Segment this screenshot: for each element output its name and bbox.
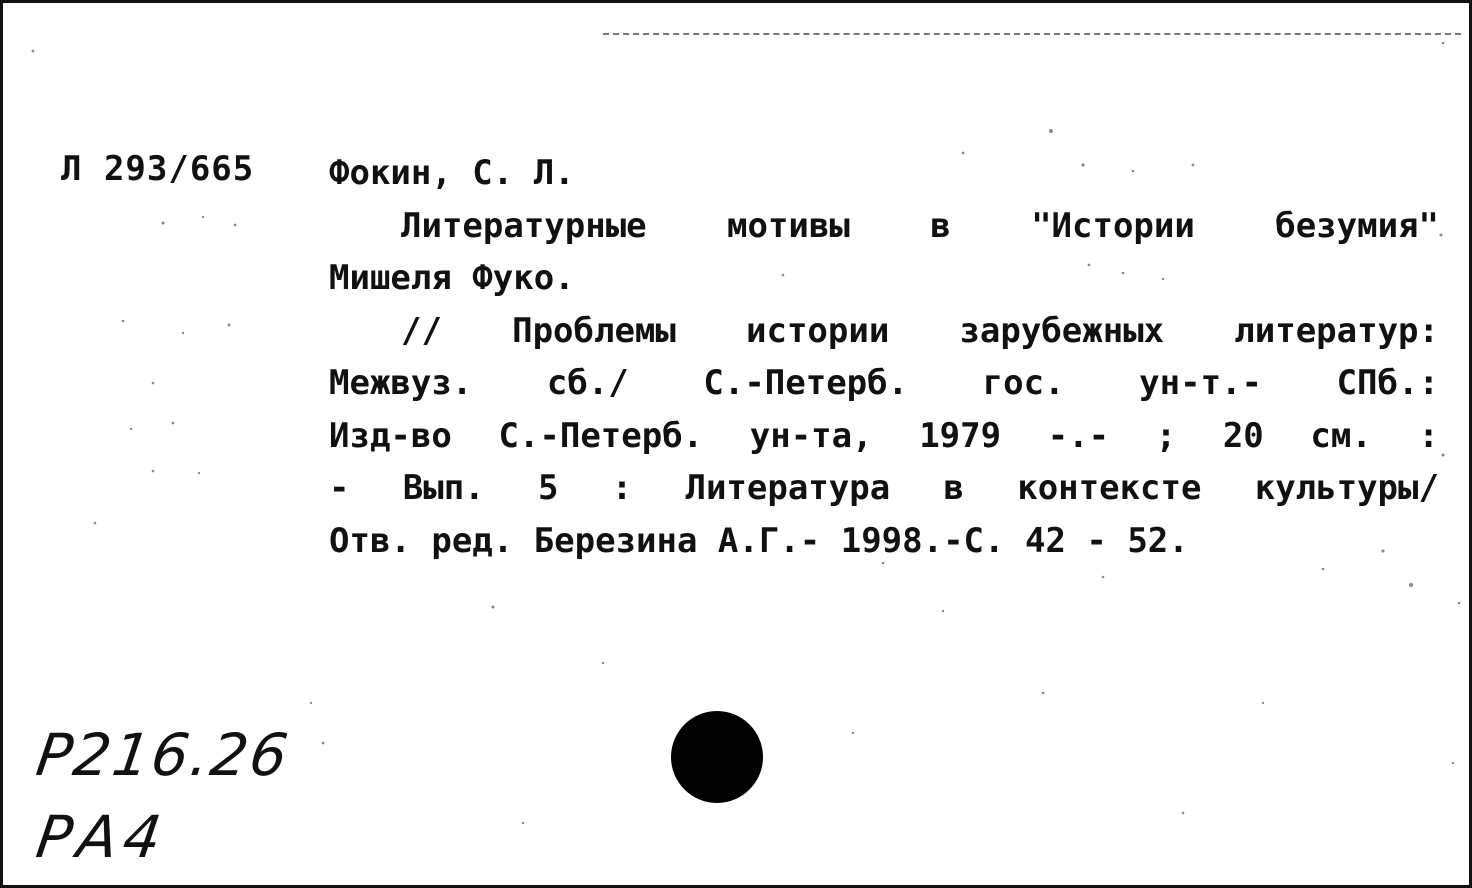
entry-word: -	[329, 468, 350, 508]
entry-word: безумия"	[1275, 205, 1439, 246]
entry-word: 1979	[919, 415, 1002, 456]
entry-word: Литературные	[401, 205, 647, 246]
entry-issue-line	[329, 462, 1439, 515]
entry-author: Фокин, С. Л.	[329, 153, 575, 193]
entry-imprint-line	[329, 410, 1439, 463]
entry-word: 5	[537, 468, 559, 508]
entry-word: зарубежных	[959, 310, 1165, 351]
handwritten-location-code: РА4	[32, 803, 172, 871]
entry-word: "Истории	[1031, 205, 1195, 246]
entry-word: Изд-во	[329, 415, 452, 456]
entry-word: гос.	[982, 363, 1065, 403]
entry-word: Литература	[685, 468, 891, 508]
entry-word: С.-Петерб.	[498, 415, 704, 456]
entry-word: 20	[1222, 415, 1264, 456]
entry-word: литератур:	[1234, 310, 1439, 351]
entry-title-line-2: Мишеля Фуко.	[329, 258, 575, 298]
entry-word: :	[1418, 415, 1439, 456]
entry-word: мотивы	[727, 205, 850, 246]
entry-word: :	[611, 468, 633, 508]
entry-word: в	[943, 468, 964, 508]
entry-word: см.	[1310, 415, 1372, 456]
entry-source-line-2	[329, 357, 1439, 410]
entry-word: в	[930, 205, 951, 246]
entry-word: Межвуз.	[329, 363, 473, 403]
top-dashed-rule	[603, 33, 1461, 35]
handwritten-classification-code: Р216.26	[32, 721, 294, 789]
punch-hole	[671, 711, 763, 803]
entry-word: культуры/	[1254, 468, 1439, 508]
entry-word: СПб.:	[1336, 363, 1439, 403]
entry-editor-line: Отв. ред. Березина А.Г.- 1998.-С. 42 - 52.	[329, 520, 1189, 561]
entry-word: ;	[1155, 415, 1177, 456]
entry-word: Проблемы	[512, 310, 676, 351]
entry-word: С.-Петерб.	[703, 363, 909, 403]
entry-word: сб./	[546, 363, 629, 403]
shelf-mark: Л 293/665	[61, 149, 255, 189]
entry-word: Вып.	[402, 468, 485, 508]
entry-word: //	[401, 310, 442, 351]
entry-word: ун-та,	[749, 415, 873, 456]
entry-word: ун-т.-	[1139, 363, 1262, 403]
entry-word: контексте	[1017, 468, 1202, 508]
bibliographic-entry	[329, 147, 1439, 567]
entry-word: истории	[746, 310, 890, 351]
entry-word: -.-	[1047, 415, 1110, 456]
entry-title-line-1	[329, 200, 1439, 253]
entry-source-line-1	[329, 305, 1439, 358]
